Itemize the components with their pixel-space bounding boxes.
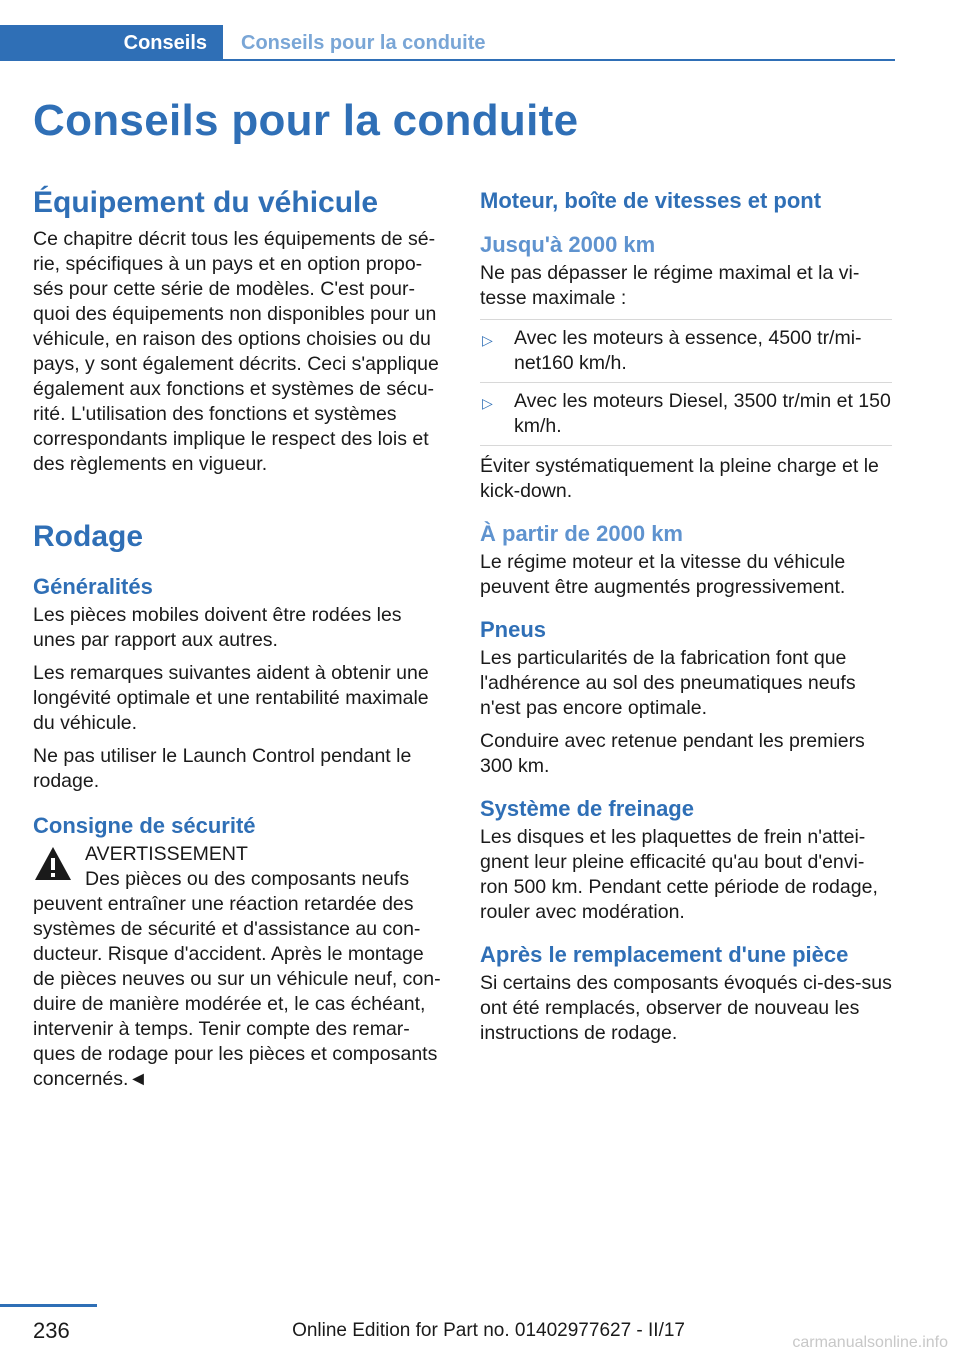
heading-remplacement: Après le remplacement d'une pièce (480, 942, 849, 967)
list-item (480, 383, 892, 446)
heading-equipement: Équipement du véhicule (33, 186, 379, 219)
header-bar (0, 25, 895, 61)
tab-conseils[interactable]: Conseils (0, 25, 223, 61)
heading-consigne-securite: Consigne de sécurité (33, 813, 256, 838)
page-title: Conseils pour la conduite (33, 96, 579, 145)
edition-text: Online Edition for Part no. 01402977627 - II/17 (292, 1320, 685, 1341)
paragraph-equipement: Ce chapitre décrit tous les équipements de sé-rie, spécifiques à un pays et en option propo-sés pour cette série de modèles. C'est pour-quoi des équipements non disponibles pour un véhicule, en raison des options choisies ou du pays, y sont également décrits. Ceci s'applique également aux fonctions et systèmes de sécu-rité. L'utilisation des fonctions et systèmes correspondants implique le respect des lois et des règlements en vigueur. (33, 228, 439, 475)
watermark: carmanualsonline.info (792, 1334, 948, 1351)
paragraph-generalites-2: Les remarques suivantes aident à obtenir une longévité optimale et une rentabilité maximale du véhicule. (33, 662, 429, 734)
footer-accent-line (0, 1304, 97, 1307)
heading-freinage: Système de freinage (480, 796, 694, 821)
heading-rodage: Rodage (33, 520, 144, 553)
paragraph-a-partir: Le régime moteur et la vitesse du véhicule peuvent être augmentés progressivement. (480, 551, 846, 598)
list-item (480, 320, 892, 383)
warning-block (33, 842, 448, 1092)
paragraph-eviter: Éviter systématiquement la pleine charge et le kick-down. (480, 455, 879, 502)
page-number: 236 (33, 1318, 70, 1343)
warning-text: Des pièces ou des composants neufs peuvent entraîner une réaction retardée des systèmes de sécurité et d'assistance au con-ducteur. Risque d'accident. Après le montage de pièces neuves ou sur un véhicule neuf, con-duire de manière modérée et, le cas échéant, intervenir à temps. Tenir compte des remar-ques de rodage pour les pièces et composants concernés.◄ (33, 868, 441, 1090)
paragraph-generalites-1: Les pièces mobiles doivent être rodées les unes par rapport aux autres. (33, 604, 402, 651)
paragraph-generalites-3: Ne pas utiliser le Launch Control pendant le rodage. (33, 745, 412, 792)
right-column (480, 185, 892, 1054)
heading-generalites: Généralités (33, 574, 153, 599)
heading-jusqua-2000: Jusqu'à 2000 km (480, 232, 656, 257)
heading-pneus: Pneus (480, 617, 547, 642)
left-column (33, 185, 448, 1092)
paragraph-remplacement: Si certains des composants évoqués ci-des-sus ont été remplacés, observer de nouveau les instructions de rodage. (480, 972, 892, 1044)
heading-a-partir-2000: À partir de 2000 km (480, 521, 683, 546)
heading-moteur: Moteur, boîte de vitesses et pont (480, 188, 822, 213)
triangle-bullet-icon: ▷ (482, 395, 493, 411)
list-item-text: Avec les moteurs Diesel, 3500 tr/min et 150 km/h. (514, 390, 891, 437)
triangle-bullet-icon: ▷ (482, 332, 493, 348)
warning-triangle-icon (33, 844, 73, 884)
paragraph-freinage: Les disques et les plaquettes de frein n'attei-gnent leur pleine efficacité qu'au bout d'envi-ron 500 km. Pendant cette période de rodage, rouler avec modération. (480, 826, 878, 923)
paragraph-pneus-2: Conduire avec retenue pendant les premiers 300 km. (480, 730, 865, 777)
list-item-text: Avec les moteurs à essence, 4500 tr/mi-net160 km/h. (514, 327, 862, 374)
paragraph-pneus-1: Les particularités de la fabrication font que l'adhérence au sol des pneumatiques neufs n'est pas encore optimale. (480, 647, 856, 719)
bullet-list-moteurs (480, 319, 892, 446)
tab-conseils-pour-la-conduite[interactable]: Conseils pour la conduite (241, 31, 486, 54)
paragraph-jusqua-intro: Ne pas dépasser le régime maximal et la vi-tesse maximale : (480, 262, 860, 309)
warning-title: AVERTISSEMENT (85, 843, 248, 865)
